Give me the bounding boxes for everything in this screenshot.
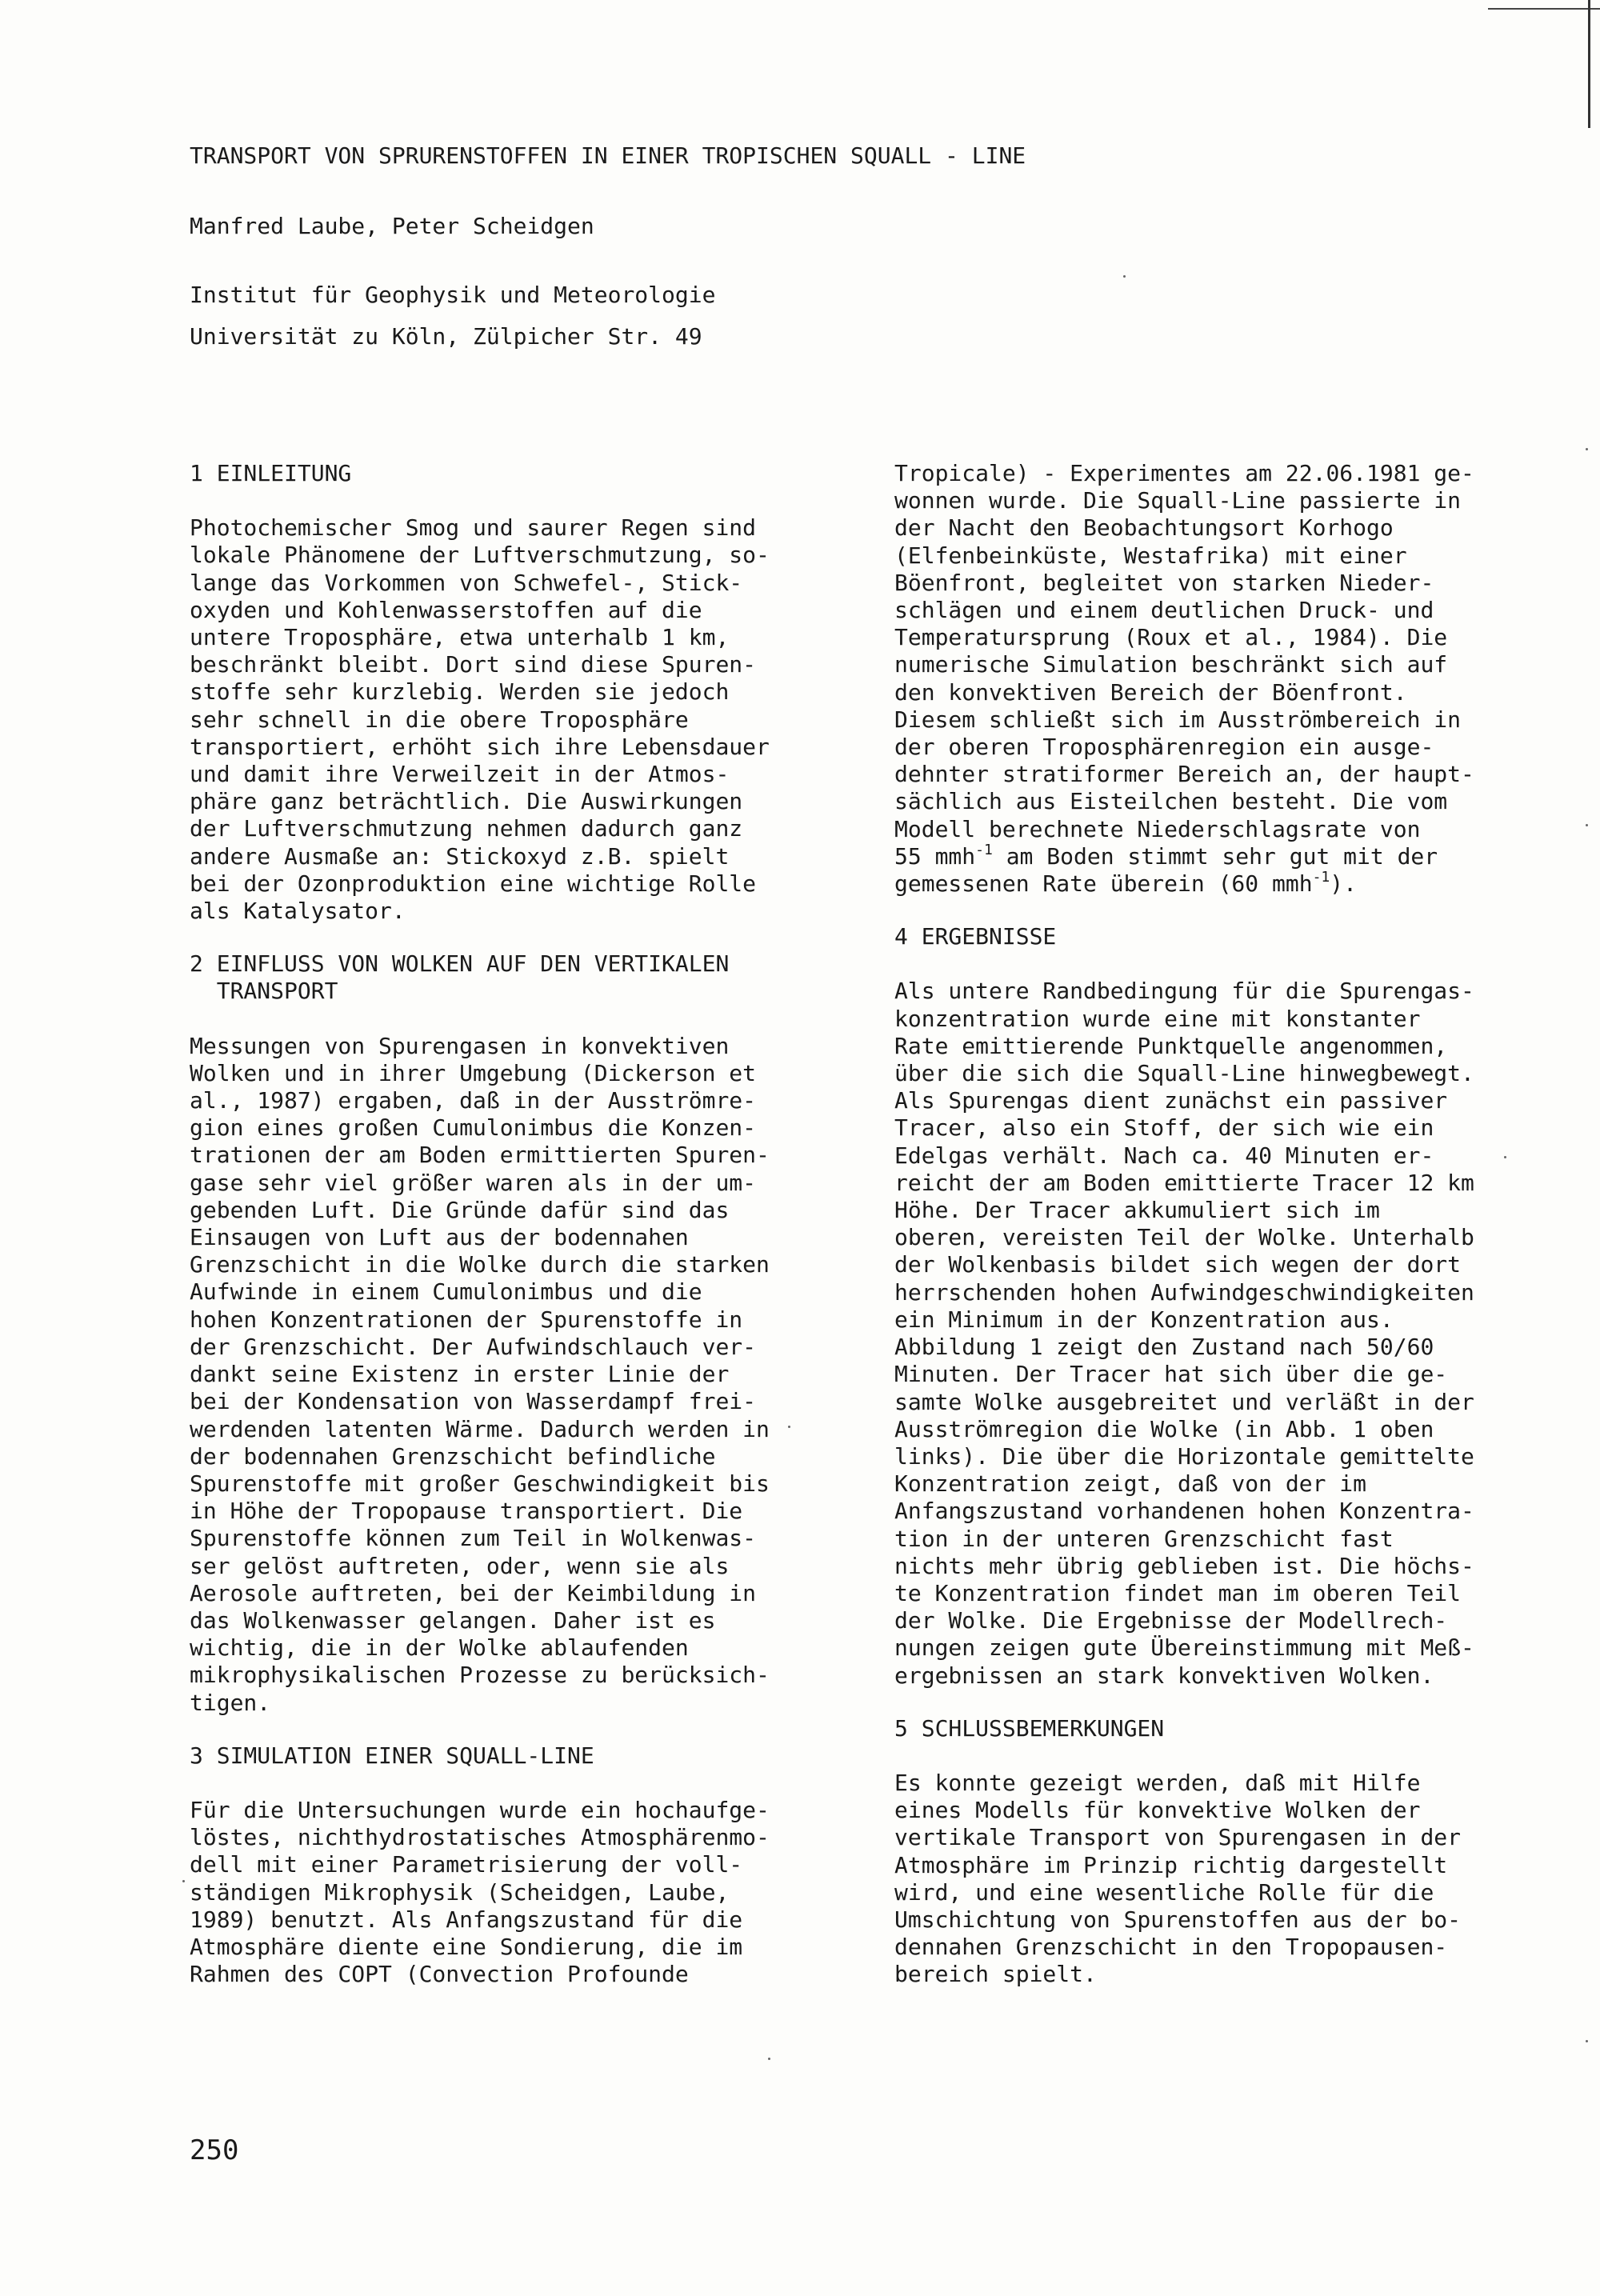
precip-rate-line-2: [894, 870, 1502, 898]
precip-rate-line-1: [894, 843, 1502, 870]
section-1-text: Photochemischer Smog und saurer Regen sind lokale Phänomene der Luftverschmutzung, so- lange das Vorkommen von Schwefel-, Stick- oxyden und Kohlenwasserstoffen auf die untere Troposphäre, etwa unterhalb 1 km, beschränkt bleibt. Dort sind diese Spuren- stoffe sehr kurzlebig. Werden sie jedoch sehr schnell in die obere Troposphäre transportiert, erhöht sich ihre Lebensdauer und damit ihre Verweilzeit in der Atmos- phäre ganz beträchtlich. Die Auswirkungen der Luftverschmutzung nehmen dadurch ganz andere Ausmaße an: Stickoxyd z.B. spielt bei der Ozonproduktion eine wichtige Rolle als Katalysator.: [190, 514, 770, 925]
section-4-heading: 4 ERGEBNISSE: [894, 923, 1057, 950]
left-column: [190, 460, 798, 1988]
scan-speck: [788, 1426, 790, 1428]
section-2-heading: 2 EINFLUSS VON WOLKEN AUF DEN VERTIKALEN TRANSPORT: [190, 950, 730, 1005]
scan-speck: [1123, 275, 1126, 278]
section-5-text: Es konnte gezeigt werden, daß mit Hilfe eines Modells für konvektive Wolken der vertikale Transport von Spurengasen in der Atmosphäre im Prinzip richtig dargestellt wird, und eine wesentliche Rolle für die Umschichtung von Spurenstoffen aus der bo- dennahen Grenzschicht in den Tropopausen- bereich spielt.: [894, 1769, 1462, 1988]
section-4-text: Als untere Randbedingung für die Spurengas- konzentration wurde eine mit konstanter Rate emittierende Punktquelle angenommen, über die sich die Squall-Line hinwegbewegt. Als Spurengas dient zunächst ein passiver Tracer, also ein Stoff, der sich wie ein Edelgas verhält. Nach ca. 40 Minuten er- reicht der am Boden emittierte Tracer 12 km Höhe. Der Tracer akkumuliert sich im oberen, vereisten Teil der Wolke. Unterhalb der Wolkenbasis bildet sich wegen der dort herrschenden hohen Aufwindgeschwindigkeiten ein Minimum in der Konzentration aus. Abbildung 1 zeigt den Zustand nach 50/60 Minuten. Der Tracer hat sich über die ge- samte Wolke ausgebreitet und verläßt in der Ausströmregion die Wolke (in Abb. 1 oben links). Die über die Horizontale gemittelte Konzentration zeigt, daß von der im Anfangszustand vorhandenen hohen Konzentra- tion in der unteren Grenzschicht fast nichts mehr übrig geblieben ist. Die höchs- te Konzentration findet man im oberen Teil der Wolke. Die Ergebnisse der Modellrech- nungen zeigen gute Übereinstimmung mit Meß- ergebnissen an stark konvektiven Wolken.: [894, 978, 1474, 1689]
right-column: [894, 460, 1502, 1989]
section-3-text-right: Tropicale) - Experimentes am 22.06.1981 ge- wonnen wurde. Die Squall-Line passierte in der Nacht den Beobachtungsort Korhogo (Elfenbeinküste, Westafrika) mit einer Böenfront, begleitet von starken Nieder- schlägen und einem deutlichen Druck- und Temperatursprung (Roux et al., 1984). Die numerische Simulation beschränkt sich auf den konvektiven Bereich der Böenfront. Diesem schließt sich im Ausströmbereich in der oberen Troposphärenregion ein ausge- dehnter stratiformer Bereich an, der haupt- sächlich aus Eisteilchen besteht. Die vom Modell berechnete Niederschlagsrate von: [894, 460, 1474, 842]
precip-rate-1-exponent: -1: [975, 841, 993, 858]
institution-line-1: Institut für Geophysik und Meteorologie: [190, 282, 716, 308]
paper-title: TRANSPORT VON SPRURENSTOFFEN IN EINER TROPISCHEN SQUALL - LINE: [190, 142, 1026, 169]
scan-speck: [1586, 824, 1588, 826]
institution-line-2: Universität zu Köln, Zülpicher Str. 49: [190, 323, 702, 350]
precip-rate-1-post: am Boden stimmt sehr gut mit der: [992, 842, 1438, 870]
section-3-text-left: Für die Untersuchungen wurde ein hochaufge- löstes, nichthydrostatisches Atmosphärenmo- dell mit einer Parametrisierung der voll- ständigen Mikrophysik (Scheidgen, Laube, 1989) benutzt. Als Anfangszustand für die Atmosphäre diente eine Sondierung, die im Rahmen des COPT (Convection Profounde: [190, 1796, 770, 1988]
scan-speck: [1586, 448, 1588, 450]
section-2-text: Messungen von Spurengasen in konvektiven Wolken und in ihrer Umgebung (Dickerson et al., 1987) ergaben, daß in der Ausströmre- gion eines großen Cumulonimbus die Konzen- trationen der am Boden ermittierten Spuren- gase sehr viel größer waren als in der um- gebenden Luft. Die Gründe dafür sind das Einsaugen von Luft aus der bodennahen Grenzschicht in die Wolke durch die starken Aufwinde in einem Cumulonimbus und die hohen Konzentrationen der Spurenstoffe in der Grenzschicht. Der Aufwindschlauch ver- dankt seine Existenz in erster Linie der bei der Kondensation von Wasserdampf frei- werdenden latenten Wärme. Dadurch werden in der bodennahen Grenzschicht befindliche Spurenstoffe mit großer Geschwindigkeit bis in Höhe der Tropopause transportiert. Die Spurenstoffe können zum Teil in Wolkenwas- ser gelöst auftreten, oder, wenn sie als Aerosole auftreten, bei der Keimbildung in das Wolkenwasser gelangen. Daher ist es wichtig, die in der Wolke ablaufenden mikrophysikalischen Prozesse zu berücksich- tigen.: [190, 1032, 770, 1716]
section-3-heading: 3 SIMULATION EINER SQUALL-LINE: [190, 1742, 594, 1769]
precip-rate-2-exponent: -1: [1312, 868, 1330, 886]
scan-speck: [182, 1880, 185, 1882]
precip-rate-1-pre: 55 mmh: [894, 842, 976, 870]
scan-side-rule: [1588, 0, 1590, 128]
paper-authors: Manfred Laube, Peter Scheidgen: [190, 213, 594, 239]
scan-speck: [768, 2058, 770, 2060]
section-5-heading: 5 SCHLUSSBEMERKUNGEN: [894, 1714, 1165, 1742]
scan-speck: [1586, 2040, 1588, 2042]
precip-rate-2-pre: gemessenen Rate überein (60 mmh: [894, 870, 1313, 898]
section-1-heading: 1 EINLEITUNG: [190, 460, 352, 486]
scan-edge-rule: [1488, 8, 1600, 10]
page-number: 250: [190, 2134, 239, 2166]
scan-speck: [1504, 1156, 1506, 1158]
precip-rate-2-post: ).: [1330, 870, 1357, 898]
